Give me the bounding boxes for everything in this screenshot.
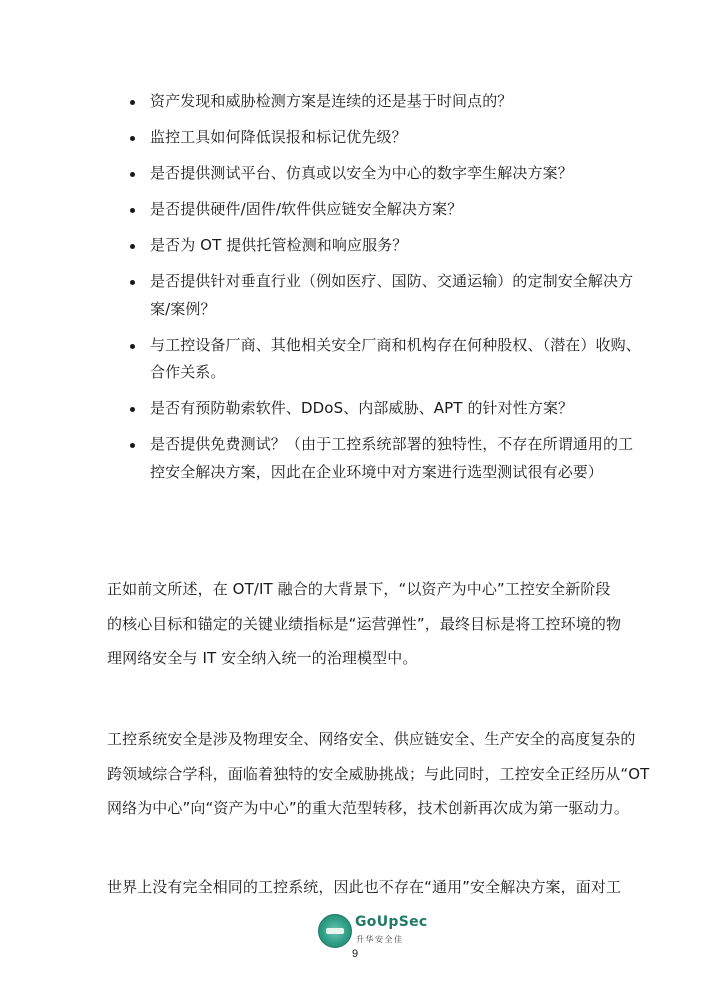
- paragraph-line: 工控系统安全是涉及物理安全、网络安全、供应链安全、生产安全的高度复杂的: [107, 730, 636, 748]
- bullet-text-continuation: 控安全解决方案，因此在企业环境中对方案进行选型测试很有必要）: [150, 462, 604, 481]
- paragraph: [107, 722, 650, 826]
- bullet-text-continuation: 案/案例？: [150, 299, 216, 318]
- bullet-text-continuation: 合作关系。: [150, 363, 226, 381]
- paragraph-line: 的核心目标和锚定的关键业绩指标是“运营弹性”，最终目标是将工控环境的物: [107, 614, 622, 633]
- logo-brand-text: GoUpSec: [355, 914, 428, 930]
- list-item: [0, 332, 710, 387]
- bullet-icon: [130, 136, 135, 141]
- paragraph-line: 跨领域综合学科，面临着独特的安全威胁挑战；与此同时，工控安全正经历从“OT: [107, 764, 650, 783]
- logo-subtitle: 升华安全佳: [356, 935, 404, 944]
- list-item: [0, 160, 710, 188]
- list-item: [0, 124, 710, 152]
- bullet-text: 是否提供针对垂直行业（例如医疗、国防、交通运输）的定制安全解决方: [150, 272, 634, 290]
- logo-emblem-icon: [318, 914, 352, 948]
- list-item: [0, 232, 710, 260]
- bullet-icon: [130, 244, 135, 249]
- bullet-icon: [130, 280, 135, 285]
- bullet-icon: [130, 100, 135, 105]
- bullet-text: 与工控设备厂商、其他相关安全厂商和机构存在何种股权、（潜在）收购、: [150, 335, 641, 354]
- bullet-icon: [130, 344, 135, 349]
- bullet-text: 是否为 OT 提供托管检测和响应服务？: [150, 236, 408, 254]
- bullet-text: 是否提供测试平台、仿真或以安全为中心的数字孪生解决方案？: [150, 164, 573, 182]
- bullet-text: 是否提供免费测试？（由于工控系统部署的独特性，不存在所谓通用的工: [150, 435, 634, 453]
- bullet-icon: [130, 172, 135, 177]
- bullet-text: 是否有预防勒索软件、DDoS、内部威胁、APT 的针对性方案？: [150, 399, 574, 417]
- bullet-text: 资产发现和威胁检测方案是连续的还是基于时间点的？: [150, 92, 513, 110]
- bullet-text: 是否提供硬件/固件/软件供应链安全解决方案？: [150, 200, 463, 218]
- paragraph-line: 世界上没有完全相同的工控系统，因此也不存在“通用”安全解决方案，面对工: [107, 878, 622, 896]
- paragraph: [107, 572, 622, 676]
- bullet-text: 监控工具如何降低误报和标记优先级？: [150, 128, 407, 146]
- bullet-icon: [130, 407, 135, 412]
- paragraph-line: 理网络安全与 IT 安全纳入统一的治理模型中。: [107, 649, 418, 667]
- paragraph-line: 网络为中心”向“资产为中心”的重大范型转移，技术创新再次成为第一驱动力。: [107, 799, 629, 817]
- list-item: [0, 395, 710, 423]
- list-item: [0, 431, 710, 486]
- bullet-icon: [130, 208, 135, 213]
- page-number: 9: [351, 948, 359, 960]
- list-item: [0, 88, 710, 116]
- bullet-list: [0, 88, 710, 495]
- bullet-icon: [130, 443, 135, 448]
- paragraph: [107, 870, 622, 905]
- list-item: [0, 268, 710, 323]
- paragraph-line: 正如前文所述，在 OT/IT 融合的大背景下，“以资产为中心”工控安全新阶段: [107, 580, 611, 598]
- goupsec-logo: [318, 910, 428, 950]
- list-item: [0, 196, 710, 224]
